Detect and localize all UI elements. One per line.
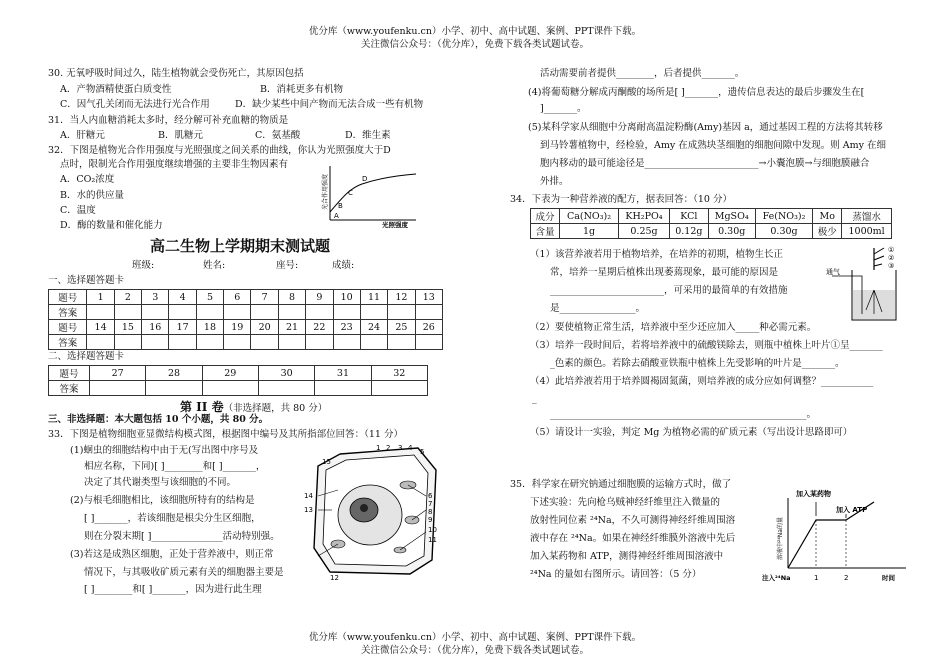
q30-stem: 30. 无氧呼吸时间过久，陆生植物就会受伤死亡，其原因包括 [48,68,304,79]
q31-stem: 31．当人内血糖消耗太多时，经分解可补充血糖的物质是 [48,115,289,126]
question-number-cell: 30 [258,366,314,381]
question-number-cell: 31 [315,366,371,381]
nutrient-header-cell: Ca(NO₃)₂ [559,209,618,224]
question-number-cell: 15 [114,320,141,335]
class-field: 班级: [132,260,155,271]
q35-line-2: 下述实验：先向枪乌贼神经纤维里注入微量的 [530,497,721,508]
cell-label-13: 13 [304,506,313,514]
answer-cell[interactable] [333,335,360,350]
q33-part5-d: 外排。 [540,176,569,187]
q33-part2-c: 则在分裂末期[ ]_______________活动特别强。 [84,531,280,542]
question-number-cell: 19 [224,320,251,335]
q32-option-a: A．CO₂浓度 [60,174,115,185]
sodium-graph [762,484,912,584]
q33-part1-a: (1)蛔虫的细胞结构中由于无(写出图中序号及 [70,445,259,456]
q34-stem: 34．下表为一种营养液的配方，据表回答：（10 分） [510,194,732,205]
q33-part1-c: 决定了其代谢类型与该细胞的不同。 [84,477,237,488]
q35-line-6: ²⁴Na 的量如右图所示。请回答：（5 分） [530,569,702,580]
part2-title: 第 II 卷 [180,400,224,414]
question-number-cell: 17 [169,320,196,335]
q32-option-c: C．温度 [60,205,96,216]
q33-part1-b: 相应名称，下同)[ ]________和[ ]_______， [84,461,266,472]
q33-part3-c: [ ]________和[ ]_______，因为进行此生理 [84,584,262,595]
answer-cell[interactable] [388,305,415,320]
exam-title: 高二生物上学期期末测试题 [150,237,331,255]
q33-part5-a: (5)某科学家从细胞中分离耐高温淀粉酶(Amy)基因 a，通过基因工程的方法将其转移 [528,122,883,133]
answer-cell[interactable] [169,305,196,320]
answer-cell[interactable] [278,335,305,350]
card2-label: 答案 [49,381,90,396]
q33-part3-b: 情况下，与其吸收矿质元素有关的细胞器主要是 [84,567,284,578]
nutrient-header-cell: Fe(NO₃)₂ [755,209,813,224]
answer-cell[interactable] [224,305,251,320]
question-number-cell: 22 [306,320,333,335]
card2-label: 题号 [49,366,90,381]
header-line-2: 关注微信公众号：（优分库），免费下载各类试题试卷。 [360,39,589,50]
question-number-cell: 27 [90,366,146,381]
q33-part5-c: 胞内移动的最可能途径是________________________→小囊泡膜→与细胞膜融合 [540,158,870,169]
answer-cell[interactable] [306,335,333,350]
nutrient-value-cell: 0.30g [755,224,813,239]
graph-x-label: 光照强度 [382,221,408,228]
question-number-cell: 4 [169,290,196,305]
answer-cell[interactable] [360,305,387,320]
nutrient-header-cell: KCl [669,209,708,224]
question-number-cell: 8 [278,290,305,305]
q33-part4: (4)将葡萄糖分解成丙酮酸的场所是[ ]_______，遗传信息表达的最后步骤发生在[ [528,87,865,98]
question-number-cell: 26 [415,320,442,335]
answer-cell[interactable] [196,335,223,350]
answer-cell[interactable] [90,381,146,396]
card1-label: 答案 [49,305,87,320]
q35-line-5: 加入某药物和 ATP，测得神经纤维周围溶液中 [530,551,724,562]
q34-sub1-d: 是________________。 [550,303,646,314]
answer-card-2 [48,365,428,396]
nutrient-value-cell: 0.25g [619,224,670,239]
cell-label-1: 1 [376,444,381,452]
answer-cell[interactable] [169,335,196,350]
cell-label-15: 15 [322,458,331,466]
q34-sub2: （2）要使植物正常生活，培养液中至少还应加入_____种必需元素。 [530,322,817,333]
q34-sub1-c: ________________________，可采用的最简单的有效措施 [550,285,788,296]
answer-card-1 [48,289,443,350]
label-inject-na: 注入²⁴Na [762,574,791,582]
score-field: 成绩: [332,260,355,271]
answer-cell[interactable] [87,305,114,320]
nutrient-table [530,208,892,239]
nutrient-value-cell: 0.12g [669,224,708,239]
q32-option-b: B．水的供应量 [60,190,124,201]
q33-part3-cont: 活动需要前者提供________，后者提供_______。 [540,68,745,79]
graph-point-a: A [334,212,339,220]
footer-line-2: 关注微信公众号：（优分库），免费下载各类试题试卷。 [360,645,589,656]
question-number-cell: 12 [388,290,415,305]
leaf-label-1: ① [888,246,895,254]
q34-sub5: （5）请设计一实验，判定 Mg 为植物必需的矿质元素（写出设计思路即可） [530,427,853,438]
question-number-cell: 29 [202,366,258,381]
cell-label-3: 3 [398,444,403,452]
cell-label-11: 11 [428,536,437,544]
answer-cell[interactable] [142,305,169,320]
cell-label-5: 5 [420,448,425,456]
q31-option-b: B．肌糖元 [158,130,203,141]
photosynthesis-graph [320,162,420,228]
answer-cell[interactable] [142,335,169,350]
footer-line-1: 优分库（www.youfenku.cn）小学、初中、高中试题、案例、PPT课件下载。 [308,632,642,643]
card2-heading: 二、选择题答题卡 [48,351,125,362]
graph-point-b: B [338,202,343,210]
answer-cell[interactable] [415,335,442,350]
air-label: 通气 [826,268,840,276]
question-number-cell: 2 [114,290,141,305]
q31-option-d: D．维生素 [345,130,391,141]
y-axis-label: 溶液中²⁴Na的量 [777,517,784,560]
q32-stem-1: 32．下图是植物光合作用强度与光照强度之间关系的曲线，你认为光照强度大于D [48,145,391,156]
card1-label: 题号 [49,290,87,305]
answer-cell[interactable] [202,381,258,396]
q30-option-d: D．缺少某些中间产物而无法合成一些有机物 [235,99,424,110]
question-number-cell: 16 [142,320,169,335]
q30-option-a: A．产物酒精使蛋白质变性 [60,84,172,95]
question-number-cell: 10 [333,290,360,305]
question-number-cell: 11 [360,290,387,305]
header-line-1: 优分库（www.youfenku.cn）小学、初中、高中试题、案例、PPT课件下载。 [308,26,642,37]
label-add-atp: 加入 ATP [836,506,868,514]
q33-stem: 33．下图是植物细胞亚显微结构模式图，根据图中编号及其所指部位回答：（11 分） [48,429,403,440]
nutrient-header-cell: 蒸馏水 [842,209,892,224]
answer-cell[interactable] [278,305,305,320]
q34-sub4-c: ______________________________________________________。 [550,409,817,420]
cell-label-9: 9 [428,516,433,524]
plant-cell-diagram [300,440,450,582]
q32-option-d: D．酶的数量和催化能力 [60,220,163,231]
q34-sub1-a: （1）该营养液若用于植物培养，在培养的初期，植物生长正 [530,249,784,260]
q32-stem-2: 点时，限制光合作用强度继续增强的主要非生物因素有 [60,159,289,170]
question-number-cell: 23 [333,320,360,335]
cell-label-10: 10 [428,526,437,534]
question-number-cell: 20 [251,320,278,335]
answer-cell[interactable] [306,305,333,320]
name-field: 姓名: [203,260,226,271]
tick-1: 1 [814,574,819,582]
cell-label-14: 14 [304,492,313,500]
label-add-drug: 加入某药物 [796,490,831,498]
answer-cell[interactable] [224,335,251,350]
cell-label-2: 2 [386,444,391,452]
q30-option-b: B．消耗更多有机物 [260,84,343,95]
culture-apparatus-diagram [826,244,906,324]
graph-point-c: C [348,189,353,197]
nutrient-value-cell: 含量 [531,224,560,239]
nutrient-header-cell: KH₂PO₄ [619,209,670,224]
q31-option-c: C．氨基酸 [255,130,301,141]
leaf-label-2: ② [888,254,895,262]
cell-label-6: 6 [428,492,433,500]
nutrient-header-cell: Mo [813,209,842,224]
question-number-cell: 18 [196,320,223,335]
answer-cell[interactable] [87,335,114,350]
card1-heading: 一、选择题答题卡 [48,275,125,286]
answer-cell[interactable] [114,335,141,350]
answer-cell[interactable] [315,381,371,396]
question-number-cell: 5 [196,290,223,305]
q35-line-3: 放射性同位素 ²⁴Na，不久可测得神经纤维周围溶 [530,515,736,526]
q35-line-1: 35．科学家在研究钠通过细胞膜的运输方式时，做了 [510,479,732,490]
answer-cell[interactable] [251,305,278,320]
question-number-cell: 13 [415,290,442,305]
answer-cell[interactable] [333,305,360,320]
cell-label-4: 4 [408,444,413,452]
section-3-heading: 三、非选择题：本大题包括 10 个小题，共 80 分。 [48,414,269,425]
leaf-label-3: ③ [888,262,895,270]
answer-cell[interactable] [258,381,314,396]
q33-part4-b: ]_______。 [540,103,587,114]
question-number-cell: 3 [142,290,169,305]
answer-cell[interactable] [114,305,141,320]
q31-option-a: A．肝糖元 [60,130,105,141]
answer-cell[interactable] [371,381,427,396]
card1-label: 答案 [49,335,87,350]
cell-label-12: 12 [330,574,339,582]
tick-2: 2 [844,574,849,582]
q34-sub3-b: _色素的颜色。若除去硝酸亚铁瓶中植株上先受影响的叶片是_______。 [550,358,845,369]
seat-field: 座号: [276,260,299,271]
cell-label-7: 7 [428,500,433,508]
q33-part5-b: 到马铃薯植物中，经检验，Amy 在成熟块茎细胞的细胞间隙中发现。则 Amy 在细 [540,140,887,151]
question-number-cell: 14 [87,320,114,335]
q30-option-c: C．因气孔关闭而无法进行光合作用 [60,99,210,110]
nutrient-value-cell: 1000ml [842,224,892,239]
label-time: 时间 [882,574,895,582]
q34-sub3-a: （3）培养一段时间后，若将培养液中的硫酸镁除去，则瓶中植株上叶片①呈_______ [530,340,883,351]
answer-cell[interactable] [196,305,223,320]
q35-line-4: 液中存在 ²⁴Na。如果在神经纤维膜外溶液中先后 [530,533,736,544]
q34-sub4-a: （4）此培养液若用于培养圆褐固氮菌，则培养液的成分应如何调整？___________ [530,376,874,387]
q33-part2-b: [ ]_______，若该细胞是根尖分生区细胞， [84,513,261,524]
question-number-cell: 21 [278,320,305,335]
answer-cell[interactable] [146,381,202,396]
graph-y-label: 光合作用强度 [322,173,329,210]
question-number-cell: 7 [251,290,278,305]
nutrient-header-cell: MgSO₄ [708,209,755,224]
question-number-cell: 25 [388,320,415,335]
q33-part2-a: (2)与根毛细胞相比，该细胞所特有的结构是 [70,495,255,506]
q34-sub1-b: 常，培养一星期后植株出现萎蔫现象，最可能的原因是 [550,267,779,278]
cell-label-8: 8 [428,508,433,516]
question-number-cell: 24 [360,320,387,335]
answer-cell[interactable] [388,335,415,350]
answer-cell[interactable] [360,335,387,350]
question-number-cell: 32 [371,366,427,381]
question-number-cell: 28 [146,366,202,381]
answer-cell[interactable] [251,335,278,350]
graph-point-d: D [362,175,368,183]
card1-label: 题号 [49,320,87,335]
nutrient-value-cell: 1g [559,224,618,239]
question-number-cell: 1 [87,290,114,305]
nutrient-value-cell: 极少 [813,224,842,239]
q34-sub4-b: _ [532,393,537,404]
question-number-cell: 9 [306,290,333,305]
nutrient-header-cell: 成分 [531,209,560,224]
nutrient-value-cell: 0.30g [708,224,755,239]
answer-cell[interactable] [415,305,442,320]
part2-note: （非选择题，共 80 分） [223,403,328,414]
question-number-cell: 6 [224,290,251,305]
q33-part3-a: (3)若这是成熟区细胞，正处于营养液中，则正常 [70,549,274,560]
